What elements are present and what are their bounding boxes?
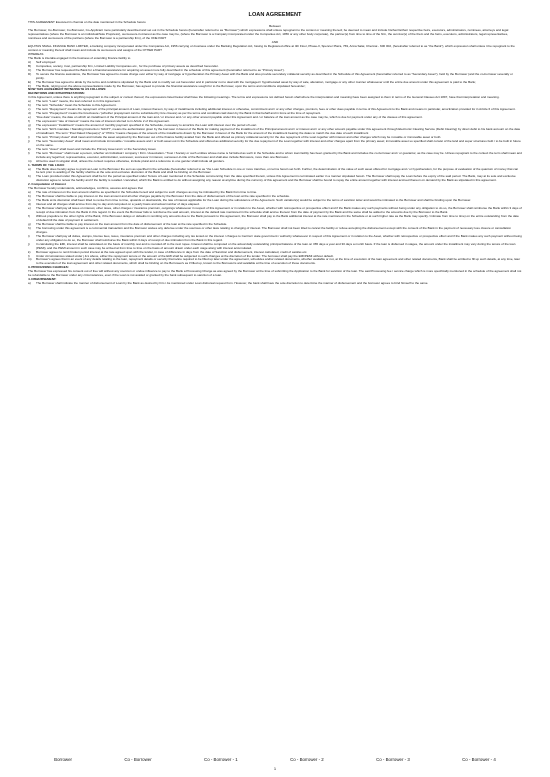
section-1-list (28, 168, 522, 184)
signature-label: Co - Borrower - 4 (462, 757, 496, 763)
definitions-list (28, 100, 522, 163)
clause-label: e) (28, 115, 31, 120)
clause-label: l) (28, 253, 30, 258)
clause-label: l) (28, 150, 30, 155)
clause-label: E) (28, 79, 32, 84)
clause-text: The term "Repayment" means the repayment of the principal amount of Loan, interest thereon, by way of installments including additional interest or otherwise, commitment and / or any other charges, premium, fees or other dues payable in terms of this Agreement to the Bank and means in particular, amortization provided for in Article 6 of this Agreement. (36, 107, 516, 112)
clause-label: d) (28, 202, 31, 207)
clause-label: B) (28, 63, 32, 68)
signature-row (28, 757, 522, 763)
clause-text: The expression "Installment" means the amount of monthly payment specified in the Schedule, necessary to amortize the Loan with interest over the period of Loan (36, 123, 257, 128)
clause-text: The Bank does hereby agree to grant as Loan to the Borrower the sum as specified in the schedule (hereinafter referred to as "the Loan Schedule in one or more tranches, on terms herein set forth. Further, the determination of the value of such asset offered for mortgage and / or hypothecation, for the purpose of evaluation of the quantum of money that can be lent prior to availing of the facility shall be at the sole and exclusive discretion of the Bank and shall be binding on the Borrower. (36, 166, 519, 175)
document-title: LOAN AGREEMENT (248, 12, 302, 18)
clause-text: The expression "rate of interest" means the rate of interest referred to in Article 2 of this Agreement. (36, 119, 170, 124)
clause-item (28, 175, 522, 183)
clause-label: k) (28, 146, 31, 151)
section-3-heading: 3. PROCESSING CHARGES: (28, 265, 69, 270)
clause-label: m) (28, 158, 32, 163)
section-3-text: The Borrower has expressed his consent out of free will without any coercion or undue influence to pay to the Bank a Processing Charge as was agreed by the Borrower at the time of submitting the Application to the Bank for sanction of the loan. The said Processing fee / service charge which is more specifically mentioned in the schedule of the agreement shall not be refundable to the Borrower under any circumstances, even if the Loan is not availed or granted by the bank subsequent to sanction of a loan. (28, 269, 522, 278)
clause-text: Self employed (36, 59, 56, 64)
clause-label: C) (28, 67, 32, 72)
clause-text: The term "Borrower" shall mean a person, whether an Individual / company / Firm / Association / Trust / Society or such entities whose name is furnished as such in the Schedule and to whom loan facility has been granted by the Bank and includes the co-borrower and / or guarantor, as the case may be. Unless repugnant to the context the term shall mean and include any legal heir, representative, executor, administrator, successor, successor in interest, successor-in-title of the Borrower and shall also include Borrowers, more than one Borrower. (36, 150, 522, 159)
clause-text: The term "Asset" shall mean and include the Primary Asset and / or the Secondary Asset. (36, 146, 157, 151)
clause-label: b) (28, 174, 31, 179)
clause-text: The term "Loan" means, the loan referred to in this Agreement. (36, 99, 121, 104)
clause-label: m) (28, 257, 32, 262)
clause-text: The Borrower shall pay all duties, stamps, license fees, taxes, insurance premium and other charges including any tax levied on the interest / charges to Central / state government / authority whatsoever in respect of this Agreement or in relation to the Asset, whether with retrospective or prospective effect and if the Bank makes any such payment without being under any obligation to do so, the Borrower shall reimburse the Bank within 3 days of receipt of due intimation from the Bank in this regard. (36, 233, 522, 242)
clause-text: The Borrower shall be liable to pay interest on the loan amount from the date of disbursement of the loan at the rate specified in the Schedule. (36, 221, 228, 226)
clause-label: i) (28, 134, 30, 139)
clause-label: d) (28, 111, 31, 116)
section-1-heading: 1. TERMS OF THE LOAN: (28, 162, 65, 167)
clause-text: The term "ECS mandate / Standing Instruction / NACH", means the authorization given by the borrower in favour of the Bank for making payment of the installment of the Principal amount and / or interest and / or any other amount payable under this agreement through Electronic Clearing Service (Debit Clearing) by direct debit to his bank account on the date of installment. The term "Post Dated Cheque(s)" or" PDCs "means cheques of the amount of the installments drawn by the Borrower in favour of the Bank for the amount of the installment bearing the dates to match the due date of each installment (36, 127, 521, 135)
definitions-intro: In this Agreement, unless there is anything repugnant to the subject or context thereof, the expressions listed below shall have the following meanings. The terms and expressions not defined herein shall where the interpretation and meaning have been assigned to them in terms of the General Clauses Act 1897, have that interpretation and meaning. (28, 95, 500, 100)
intro-paragraph: THIS AGREEMENT Executed in chennai on the date mentioned in the Schedule hereto (28, 20, 146, 25)
intro-paragraph: Between (269, 24, 281, 29)
clause-label: h) (28, 225, 31, 230)
definitions-heading: DEFINITIONS AND INTERPRETATIONS: (28, 91, 85, 96)
clause-text: The term "Schedule" mean the Schedule to this Agreement. (36, 103, 117, 108)
clause-text: Interest and all charges shall accrue from day to day and computed on a yearly basis and actual number of days elapsed. (36, 202, 200, 207)
clause-text: The term "Primary Asset" shall mean and include the asset acquired by the Borrower out of the finance facility availed from the Bank and offered as primary collateral security for the due repayment of the Loan together with interest and other charges which may be movable or immovable asset or both. (36, 134, 442, 139)
clause-label: a) (28, 281, 31, 286)
section-2-intro: The Borrower hereby understands, acknowledges, confirms, assures and agrees that (28, 186, 143, 191)
section-2-list (28, 191, 522, 266)
clause-label: k) (28, 249, 31, 254)
clause-label: A) (28, 59, 32, 64)
witness-heading: NOW THIS AGREEMENT WITNESSETH AS FOLLOWS: (28, 87, 107, 92)
clause-label: a) (28, 99, 31, 104)
signature-label: Borrower (54, 757, 72, 763)
intro-section (28, 21, 522, 61)
clause-text: The Borrower has agreed to abide by the terms and conditions stipulated by the Bank and to modify set out hereunder and in particular not to deal with the mortgaged / hypothecated asset by way of sale, alienation, mortgage or any other manner whatsoever until the entire due amount under this agreement is paid to the Bank; (36, 79, 476, 84)
intro-paragraph: WHEREAS (28, 51, 44, 56)
clause-label: j) (28, 138, 30, 143)
signature-label: Co - Borrower - 3 (376, 757, 410, 763)
clause-text: The Borrower shall be liable to pay interest on the loan amount and all other charges payable by the Borrower from the date of disbursement of the loan at the rate specified in the schedule. (36, 194, 290, 199)
whereas-list (28, 61, 522, 89)
intro-paragraph: The Borrower, Co-Borrower, Co-Borrower, Co-Applicant more particularly described and set out in the Schedule hereto (hereinafter referred to as "Borrower") which expressions shall unless repugnant to the context or meaning thereof, be deemed to mean and include his/her/its/their respective heirs, executors, administrators, nominees, attorneys and legal representatives (where the Borrower is an individual/Sole Proprietor), successors-in-interest as the case may be, (where the Borrower is a Company incorporated under the Companies Act, 1956 or any other body corporate), the partner(s) from time to time of the firm, the survivor(s) of the them and the heirs, executors, administrators, legal representatives, nominees and successors of the partners (where the Borrower is a partnership firm), of the ONE PART (28, 28, 509, 41)
signature-label: Co - Borrower - 1 (204, 757, 238, 763)
signature-label: Co - Borrower (124, 757, 152, 763)
clause-text: In calculating the EMI, interest shall be calculated on the basis of monthly rest and is rounded off to the next rupee. Interest shall be computed on the actual daily outstanding principal balance of the loan on 365 days a year and 30 days a month basis. If the loan is disbursed in stages, the amount under the installment may vary during the tenure of the loan (PEMI), and the PEMI amount in such case may be arrived at from time to time on the basis of amount drawn under each stage along with interest accumulated. (36, 241, 516, 250)
clause-label: g) (28, 123, 31, 128)
intro-paragraph: The Bank is interalia engaged in the business of extending finance facility to (28, 55, 131, 60)
clause-label: b) (28, 194, 31, 199)
clause-text: Companies, society, trust, partnership firm, Limited Liability Companies etc., for the purchase of primary assets as described hereunder. (36, 63, 219, 68)
clause-text: To secure the finance assistance, the Borrower has agreed to create charge over either by way of mortgage or hypothecation the Primary Asset with the Bank and also provide secondary collateral security as described in the Schedule of this Agreement (hereinafter referred to as "Secondary Asset"), held by the Borrower (and the co-borrower severally or jointly. (36, 71, 513, 80)
clause-label: f) (28, 119, 30, 124)
clause-text: The Bank, relying upon the above representations made by the Borrower, has agreed to provide the financial assistance sought for to the Borrower, upon the terms and conditions stipulated hereunder; (36, 83, 306, 88)
clause-text: Without prejudice to the other rights of the Bank, if the Borrower delays or defaults in remitting any amounts due to the Bank pursuant to this agreement, the Borrower shall pay to the Bank additional interest at the rate mentioned in the Schedule or at such higher rate as the Bank may specify / intimate from time to time) on the entire outstanding from the date of default till the date of payment in settlement. (36, 213, 519, 222)
signature-label: Co - Borrower - 2 (290, 757, 324, 763)
clause-text: The Loan provided under this Agreement shall be for the period as specified under Tenure of Loan mentioned in the Schedule commencing from the date specified therein, unless this Agreement is terminated earlier in a manner stipulated herein. The Borrower shall repay the Loan before the expiry of the said period. The Bank, may at its sole and exclusive discretion agree to renew the facility and if the facility is recalled / cancelled, which the Bank is entitled to do without assigning any reason at anytime during the currency of this agreement and the Borrower shall be bound to repay the entire amount together with interest accrued thereon on demand by the Bank as stipulated in this agreement. (36, 174, 516, 183)
clause-label: b) (28, 103, 31, 108)
clause-label: c) (28, 107, 31, 112)
clause-label: f) (28, 213, 30, 218)
clause-text: The borrowing under this agreement is a commercial transaction and the Borrower waives any defense under the usurious or other laws relating to charging of interest. The Borrower shall not been titled to cancel the facility or refuse accepting the disbursement except with the consent of the Bank in the payment of necessary loss closure or cancellation charges. (36, 225, 512, 234)
clause-text: The term "Prepayment" means the foreclosure / (whether prepayment can be substituted by fore closure) as per the terms and conditions laid down by the Bank in that behalf and in force at the time of repayment. (36, 111, 321, 116)
clause-label: D) (28, 71, 32, 76)
clause-text: The rate of interest on the loan amount shall be as specified in the Schedule hereof and subject to such changes as may be intimated by the Bank from time to time. (36, 190, 258, 195)
clause-text: The Borrower has requested the Bank for a financial assistance for acquiring an asset more fully described in the schedule of this agreement (hereinafter referred to as "Primary Asset"). (36, 67, 285, 72)
clause-item (28, 282, 522, 286)
section-4-heading: 4. DISBURSEMENT: (28, 277, 57, 282)
intro-paragraph: EQUITAS SMALL FINANCE BANK LIMITED, a banking company incorporated under the Companies Act, 1956 carrying on business under the Banking Regulation Act, having its Registered office at 4th Floor, Phase-II, Spencer Plaza, 769, Anna Salai, Chennai - 600 002, (hereinafter referred to as "the Bank"), which expression shall unless it be repugnant to the context or meaning thereof shall mean and include its successors and assigns of the OTHER PART (28, 43, 515, 52)
clause-label: a) (28, 190, 31, 195)
clause-text: The Borrower shall indicate the manner of disbursement of Loan by the Bank as desired by him / As mentioned under Loan disbursal request from. However, the bank shall have the sole discretion to determine the manner of disbursement and the borrower agrees to bind himself to the same. (36, 281, 429, 286)
clause-label: e) (28, 206, 31, 211)
section-2-heading: 2. Computation of Interest (28, 182, 66, 187)
page-number: 1 (273, 765, 277, 771)
clause-label: c) (28, 198, 31, 203)
clause-label: a) (28, 166, 31, 171)
intro-paragraph: AND (271, 40, 279, 45)
clause-label: g) (28, 221, 31, 226)
clause-text: The term "Secondary Asset" shall mean and include immovable / movable assets and / or both asset out in the Schedule and offered as additional security for the due repayment of the Loan together with interest and other charges apart from the primary asset; immovable asset so specified shall consist of the land and super structures built / to be built in future on the same. (36, 138, 521, 147)
clause-label: i) (28, 233, 30, 238)
clause-text: The Borrower shall pay all taxes on interest, other taxes, other charges / insurance premium, outgoings whatsoever in respect of this Agreement or in relation to the Asset, whether with retrospective or prospective effect and if the Bank makes any such payments without being under any obligation to do so, the Borrower shall reimburse the Bank within 3 days of receipt of due intimation from the Bank in this regard. In the event the Borrower fails to reimburse the said amount, interest at the default rate mentioned in the schedule shall accrue thereon from the date of payment by the Bank and the same shall be added to the amounts due by the Borrower to the Bank. (36, 206, 522, 215)
clause-item (28, 160, 522, 164)
clause-label: h) (28, 127, 31, 131)
clause-item (28, 258, 522, 266)
clause-text: Borrower agrees to remit broken period interest at the rate agreed upon with the lender, in case of difference in days from the date of Sanction and disbursement, interest calculated, credit of said/as etc. (36, 249, 308, 254)
clause-text: "Due date" means, the date on which an installment of the Principal amount of the loan and / or interest and / or any other amount payable under this Agreement and / or balance of the loan amount as the case may be, which is due for payment under any of the clauses of this agreement. (36, 115, 423, 120)
clause-label: F) (28, 83, 31, 88)
clause-text: Borrower's agrees that in an event of any details relating to the loan, repayment details or security that is/are required to be filled up later under the agreement, schedules and/or related documents, whether available or not, at the time of execution of the loan agreement and other related documents, Bank shall be entitled to fill up such details, at any time, later to the execution of the loan agreement and other related documents, which shall be binding on the Borrower/s as if filled up, known to the Borrower/s and available at the time of execution of those documents. (36, 257, 521, 266)
clause-label: j) (28, 241, 30, 246)
clause-text: All terms used in singular shall, unless the context requires otherwise, include plural and a reference to one gender shall include all genders. (36, 158, 225, 163)
clause-text: Under circumstances stated under j & k above, either the repayment tenure or the amount of the EMI shall be subjected to such changes at the discretion of the lender. The borrower shall pay the EMI/PEMI without default. (36, 253, 334, 258)
section-4-list (28, 282, 522, 286)
clause-text: The Bank at its discretion shall been titled to revise from time to time, upwards or downwards, the rate of interest applicable for the Loan during the subsistence of the Agreement. Such variation(s) would be subject to the terms of sanction letter and would be intimated to the Borrower and shall be binding upon the Borrower. (36, 198, 472, 203)
